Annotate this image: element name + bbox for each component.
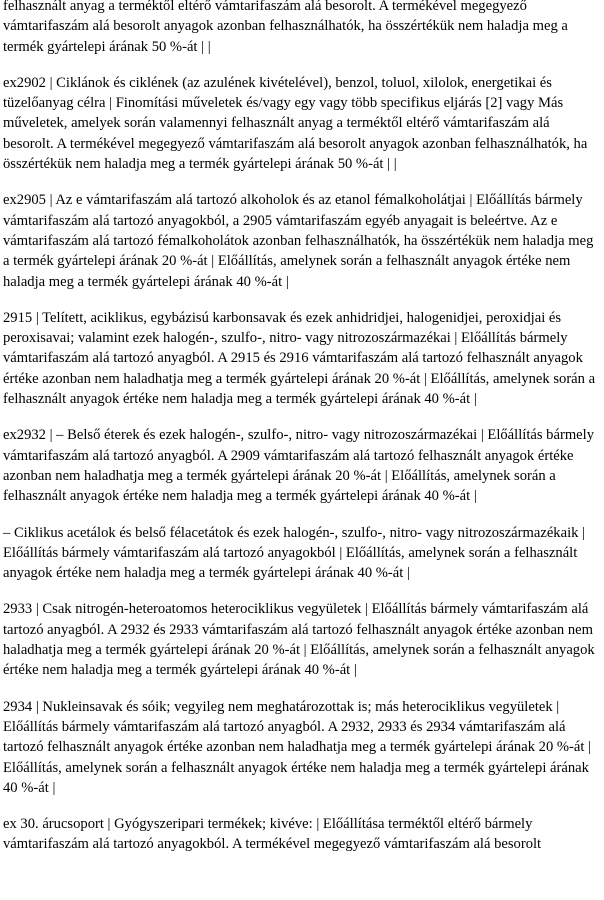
paragraph-2934: 2934 | Nukleinsavak és sóik; vegyileg nem meghatározottak is; más heterociklikus vegyületek | Előállítás bármely vámtarifaszám alá tartozó anyagból. A 2932, 2933 és 2934 vámtarifaszám alá tartozó felhasznált anyagok értéke azonban nem haladhatja meg a termék gyártelepi árának 20 %-át | Előállítás, amelynek során a felhasznált anyagok értéke nem haladja meg a termék gyártelepi árának 40 %-át | bbox=[3, 698, 592, 796]
paragraph-continuation: felhasznált anyag a terméktől eltérő vámtarifaszám alá besorolt. A termékével megegyező vámtarifaszám alá besorolt anyagok azonban felhasználhatók, ha összértékük nem haladja meg a termék gyártelepi árának 50 %-át | | bbox=[3, 0, 568, 55]
document-page bbox=[3, 0, 602, 871]
paragraph-cyclic-acetals: – Ciklikus acetálok és belső félacetátok és ezek halogén-, szulfo-, nitro- vagy nitrozoszármazékaik | Előállítás bármely vámtarifaszám alá tartozó anyagokból | Előállítás, amelynek során a felhasznált anyagok értéke nem haladja meg a termék gyártelepi árának 40 %-át | bbox=[3, 524, 585, 582]
paragraph-2933: 2933 | Csak nitrogén-heteroatomos heterociklikus vegyületek | Előállítás bármely vámtarifaszám alá tartozó anyagból. A 2932 és 2933 vámtarifaszám alá tartozó felhasznált anyagok értéke azonban nem haladhatja meg a termék gyártelepi árának 20 %-át | Előállítás, amelynek során a felhasznált anyagok értéke nem haladja meg a termék gyártelepi árának 40 %-át | bbox=[3, 601, 595, 679]
paragraph-ex30: ex 30. árucsoport | Gyógyszeripari termékek; kivéve: | Előállítása terméktől eltérő bármely vámtarifaszám alá tartozó anyagokból. A termékével megegyező vámtarifaszám alá besorolt bbox=[3, 816, 542, 853]
paragraph-ex2932: ex2932 | – Belső éterek és ezek halogén-, szulfo-, nitro- vagy nitrozoszármazékai | Előállítás bármely vámtarifaszám alá tartozó anyagból. A 2909 vámtarifaszám alá tartozó felhasznált anyagok értéke azonban nem haladhatja meg a termék gyártelepi árának 20 %-át | Előállítás, amelynek során a felhasznált anyagok értéke nem haladja meg a termék gyártelepi árának 40 %-át | bbox=[3, 427, 594, 505]
paragraph-ex2902: ex2902 | Ciklánok és ciklének (az azulének kivételével), benzol, toluol, xilolok, energetikai és tüzelőanyag célra | Finomítási műveletek és/vagy egy vagy több specifikus eljárás [2] vagy Más műveletek, amelyek során valamennyi felhasznált anyag a terméktől eltérő vámtarifaszám alá besorolt. A termékével megegyező vámtarifaszám alá besorolt anyagok azonban felhasználhatók, ha összértékük nem haladja meg a termék gyártelepi árának 50 %-át | | bbox=[3, 74, 588, 173]
paragraph-2915: 2915 | Telített, aciklikus, egybázisú karbonsavak és ezek anhidridjei, halogenidjei, peroxidjai és peroxisavai; valamint ezek halogén-, szulfo-, nitro- vagy nitrozoszármazékai | Előállítás bármely vámtarifaszám alá tartozó anyagból. A 2915 és 2916 vámtarifaszám alá tartozó felhasznált anyagok értéke azonban nem haladhatja meg a termék gyártelepi árának 20 %-át | Előállítás, amelynek során a felhasznált anyagok értéke nem haladja meg a termék gyártelepi árának 40 %-át | bbox=[3, 309, 596, 408]
paragraph-ex2905: ex2905 | Az e vámtarifaszám alá tartozó alkoholok és az etanol fémalkoholátjai | Előállítás bármely vámtarifaszám alá tartozó anyagokból, a 2905 vámtarifaszám egyéb anyagait is beleértve. Az e vámtarifaszám alá tartozó fémalkoholátok azonban felhasználhatók, ha összértékük nem haladja meg a termék gyártelepi árának 20 %-át | Előállítás, amelynek során a felhasznált anyagok értéke nem haladja meg a termék gyártelepi árának 40 %-át | bbox=[3, 192, 594, 290]
